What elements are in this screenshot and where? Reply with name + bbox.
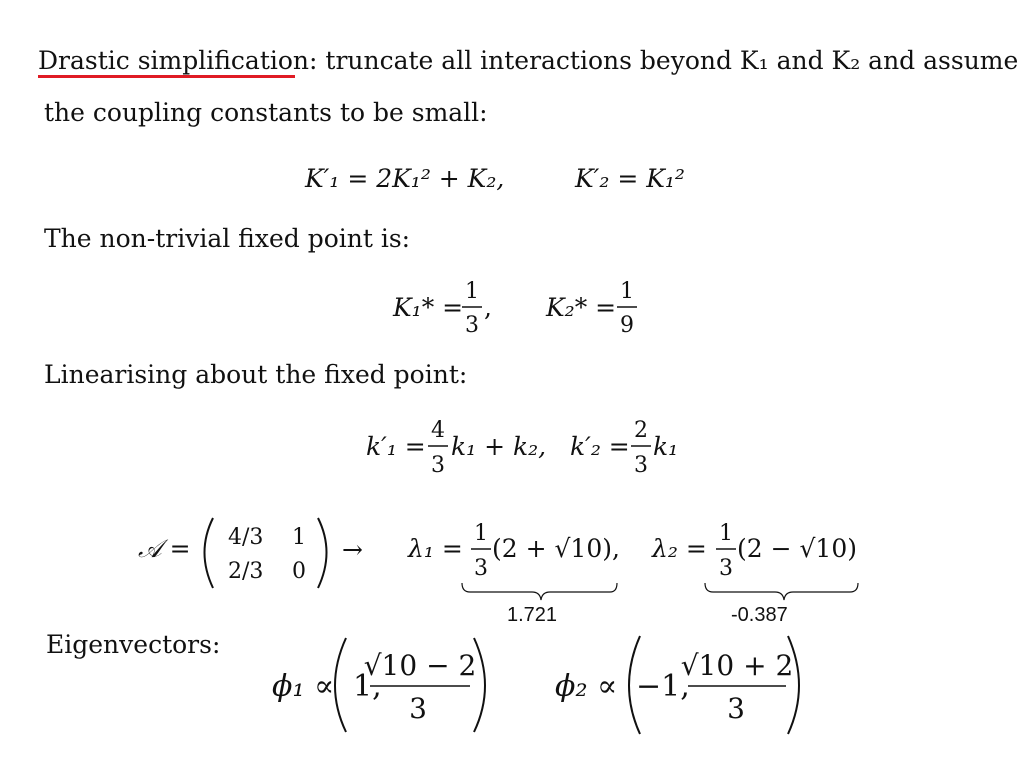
k2-prime-lhs: k′₂ =	[570, 432, 630, 461]
k2-prime-num: 2	[634, 418, 648, 443]
rg-equation-1: K′₁ = 2K₁² + K₂,	[305, 164, 505, 193]
lambda1-lhs: λ₁ =	[408, 534, 463, 563]
phi1-den: 3	[409, 692, 427, 725]
linearisation-label: Linearising about the fixed point:	[44, 360, 468, 389]
phi1-num: √10 − 2	[363, 649, 477, 682]
lambda2-lhs: λ₂ =	[652, 534, 707, 563]
matrix-cell-1-0: 2/3	[228, 559, 264, 584]
k2-star-lhs: K₂* =	[546, 293, 617, 322]
lambda1-den: 3	[474, 556, 488, 581]
k1-star-lhs: K₁* =	[393, 293, 464, 322]
matrix-cell-0-0: 4/3	[228, 525, 264, 550]
k1-prime-den: 3	[431, 453, 445, 478]
k2-star-num: 1	[620, 279, 634, 304]
intro-text: : truncate all interactions beyond K₁ and K₂ and assume	[309, 46, 1019, 75]
lambda2-value: -0.387	[731, 604, 788, 626]
k2-star-den: 9	[620, 313, 634, 338]
eigenvectors-label: Eigenvectors:	[46, 630, 221, 659]
intro-line-2: the coupling constants to be small:	[44, 98, 488, 127]
lambda1-num: 1	[474, 521, 488, 546]
matrix-symbol: 𝒜 =	[138, 534, 191, 563]
k2-prime-den: 3	[634, 453, 648, 478]
phi2-num: √10 + 2	[680, 649, 794, 682]
phi1-left-paren	[335, 638, 346, 732]
lambda2-den: 3	[719, 556, 733, 581]
phi2-first: −1,	[636, 669, 690, 704]
matrix-arrow: →	[342, 535, 363, 564]
lambda1-underbrace	[462, 583, 617, 600]
lambda2-underbrace	[705, 583, 858, 600]
phi1-lhs: ϕ₁ ∝	[272, 669, 335, 704]
k1-star-comma: ,	[484, 293, 492, 322]
matrix-left-paren	[205, 518, 214, 588]
lambda1-rest: (2 + √10),	[492, 534, 620, 563]
k1-prime-num: 4	[431, 418, 445, 443]
lambda2-num: 1	[719, 521, 733, 546]
matrix-cell-0-1: 1	[292, 525, 306, 550]
k1-prime-rest: k₁ + k₂,	[451, 432, 547, 461]
k1-star-den: 3	[465, 313, 479, 338]
matrix-right-paren	[318, 518, 327, 588]
k1-prime-lhs: k′₁ =	[366, 432, 426, 461]
k2-prime-rest: k₁	[653, 432, 679, 461]
phi2-lhs: ϕ₂ ∝	[555, 669, 618, 704]
matrix-cell-1-1: 0	[292, 559, 306, 584]
k1-star-num: 1	[465, 279, 479, 304]
fixed-point-label: The non-trivial fixed point is:	[44, 224, 411, 253]
lambda2-rest: (2 − √10)	[737, 534, 857, 563]
rg-equation-2: K′₂ = K₁²	[575, 164, 685, 193]
lambda1-value: 1.721	[507, 604, 558, 626]
highlighted-title: Drastic simplification	[38, 46, 310, 75]
phi1-first: 1,	[353, 669, 382, 704]
phi2-den: 3	[727, 692, 745, 725]
